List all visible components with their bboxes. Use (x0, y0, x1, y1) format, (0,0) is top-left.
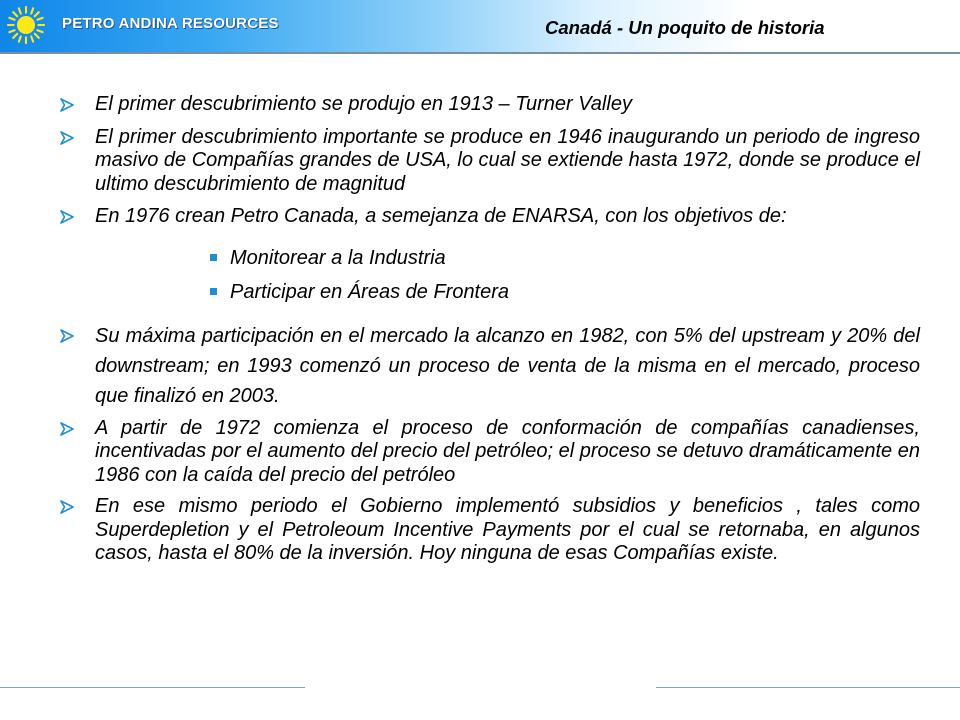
bullet-text: En 1976 crean Petro Canada, a semejanza de ENARSA, con los objetivos de: (95, 205, 787, 227)
arrow-bullet-icon (60, 422, 74, 436)
arrow-bullet-icon (60, 329, 74, 343)
sub-bullet-item (60, 280, 920, 304)
slide-title: Canadá - Un poquito de historia (545, 17, 825, 38)
arrow-bullet-icon (60, 131, 74, 145)
header-divider (0, 52, 960, 54)
bullet-item (60, 495, 920, 566)
header-bar (0, 0, 960, 52)
bullet-item (60, 93, 920, 117)
bullet-item (60, 321, 920, 411)
bullet-text: Su máxima participación en el mercado la alcanzo en 1982, con 5% del upstream y 20% del downstream; en 1993 comenzó un proceso de venta de la misma en el mercado, proceso que finalizó en 2003. (95, 324, 920, 407)
bullet-text: El primer descubrimiento se produjo en 1913 – Turner Valley (95, 93, 632, 115)
bullet-text: El primer descubrimiento importante se produce en 1946 inaugurando un periodo de ingreso masivo de Compañías grandes de USA, lo cual se extiende hasta 1972, donde se produce el ultimo descubrimiento de magnitud (95, 125, 920, 195)
footer-divider-right (656, 687, 960, 688)
bullet-item (60, 126, 920, 197)
arrow-bullet-icon (60, 500, 74, 514)
sun-icon (7, 6, 45, 44)
arrow-bullet-icon (60, 98, 74, 112)
bullet-item (60, 205, 920, 229)
company-name: PETRO ANDINA RESOURCES (62, 15, 279, 32)
sub-bullet-text: Monitorear a la Industria (230, 246, 446, 269)
sub-bullet-text: Participar en Áreas de Frontera (230, 280, 510, 303)
arrow-bullet-icon (60, 210, 74, 224)
slide-content (60, 90, 920, 566)
square-bullet-icon (210, 254, 217, 261)
square-bullet-icon (210, 288, 217, 295)
bullet-text: En ese mismo periodo el Gobierno implementó subsidios y beneficios , tales como Superdepletion y el Petroleoum Incentive Payments por el cual se retornaba, en algunos casos, hasta el 80% de la inversión. Hoy ninguna de esas Compañías existe. (95, 495, 920, 564)
sub-bullet-item (60, 246, 920, 270)
footer-divider-left (0, 687, 305, 688)
bullet-item (60, 417, 920, 488)
bullet-text: A partir de 1972 comienza el proceso de conformación de compañías canadienses, incentivadas por el aumento del precio del petróleo; el proceso se detuvo dramáticamente en 1986 con la caída del precio del petróleo (95, 416, 920, 486)
